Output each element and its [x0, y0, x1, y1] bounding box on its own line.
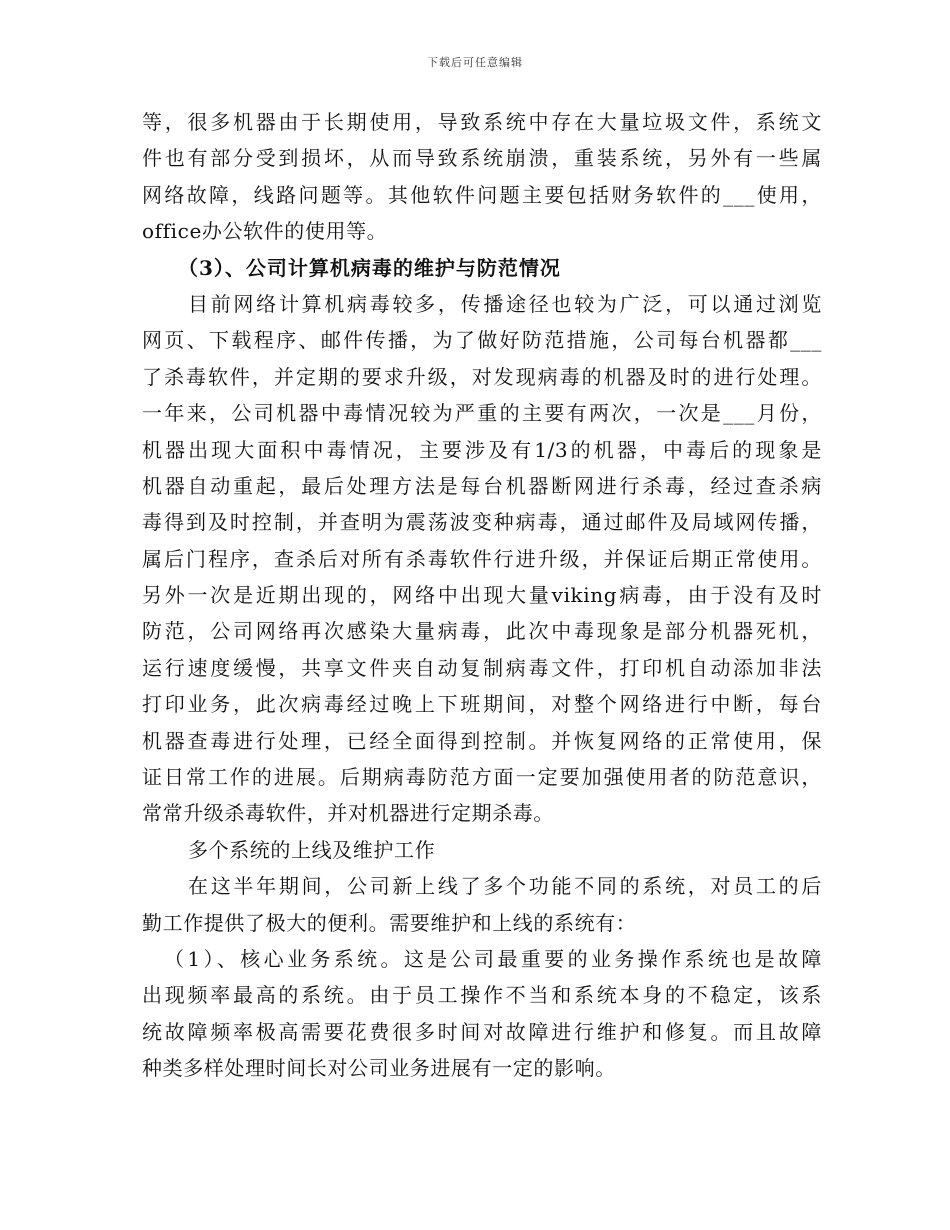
paragraph-line: （1）、核心业务系统。这是公司最重要的业务操作系统也是故障: [164, 946, 822, 971]
paragraph-line: 网络故障，线路问题等。其他软件问题主要包括财务软件的___使用，: [142, 182, 822, 207]
paragraph-line: 机器自动重起，最后处理方法是每台机器断网进行杀毒，经过查杀病: [142, 473, 822, 498]
paragraph-line: 运行速度缓慢，共享文件夹自动复制病毒文件，打印机自动添加非法: [142, 655, 822, 680]
paragraph-line: 属后门程序，查杀后对所有杀毒软件行进升级，并保证后期正常使用。: [142, 546, 822, 571]
paragraph-line: 勤工作提供了极大的便利。需要维护和上线的系统有：: [142, 910, 637, 935]
paragraph-line: 毒得到及时控制，并查明为震荡波变种病毒，通过邮件及局域网传播，: [142, 510, 822, 535]
document-body: [142, 104, 822, 1087]
paragraph-line: 机器查毒进行处理，已经全面得到控制。并恢复网络的正常使用，保: [142, 728, 822, 753]
page-header: 下载后可任意编辑: [427, 56, 523, 69]
paragraph-line: 等，很多机器由于长期使用，导致系统中存在大量垃圾文件，系统文: [142, 110, 822, 134]
paragraph-line: 网页、下载程序、邮件传播，为了做好防范措施，公司每台机器都___: [142, 328, 822, 353]
paragraph-line: 件也有部分受到损坏，从而导致系统崩溃，重装系统，另外有一些属: [142, 146, 822, 171]
paragraph-line: 统故障频率极高需要花费很多时间对故障进行维护和修复。而且故障: [142, 1019, 822, 1044]
section-heading-systems: 多个系统的上线及维护工作: [188, 837, 436, 862]
paragraph-line: 了杀毒软件，并定期的要求升级，对发现病毒的机器及时的进行处理。: [142, 364, 822, 389]
paragraph-line: 目前网络计算机病毒较多，传播途径也较为广泛，可以通过浏览: [188, 291, 822, 316]
paragraph-line: 常常升级杀毒软件，并对机器进行定期杀毒。: [142, 801, 554, 826]
paragraph-line: office办公软件的使用等。: [142, 219, 388, 244]
paragraph-line: 机器出现大面积中毒情况，主要涉及有1/3的机器，中毒后的现象是: [142, 437, 822, 462]
paragraph-line: 一年来，公司机器中毒情况较为严重的主要有两次，一次是___月份，: [142, 401, 822, 426]
paragraph-line: 打印业务，此次病毒经过晚上下班期间，对整个网络进行中断，每台: [142, 692, 822, 717]
paragraph-line: 防范，公司网络再次感染大量病毒，此次中毒现象是部分机器死机，: [142, 619, 822, 644]
paragraph-line: 种类多样处理时间长对公司业务进展有一定的影响。: [142, 1056, 616, 1081]
paragraph-line: 出现频率最高的系统。由于员工操作不当和系统本身的不稳定，该系: [142, 983, 822, 1008]
paragraph-line: 证日常工作的进展。后期病毒防范方面一定要加强使用者的防范意识，: [142, 765, 822, 790]
paragraph-line: 在这半年期间，公司新上线了多个功能不同的系统，对员工的后: [188, 874, 822, 899]
section-heading-virus: （3）、公司计算机病毒的维护与防范情况: [178, 255, 561, 280]
paragraph-line: 另外一次是近期出现的，网络中出现大量viking病毒，由于没有及时: [142, 583, 822, 608]
